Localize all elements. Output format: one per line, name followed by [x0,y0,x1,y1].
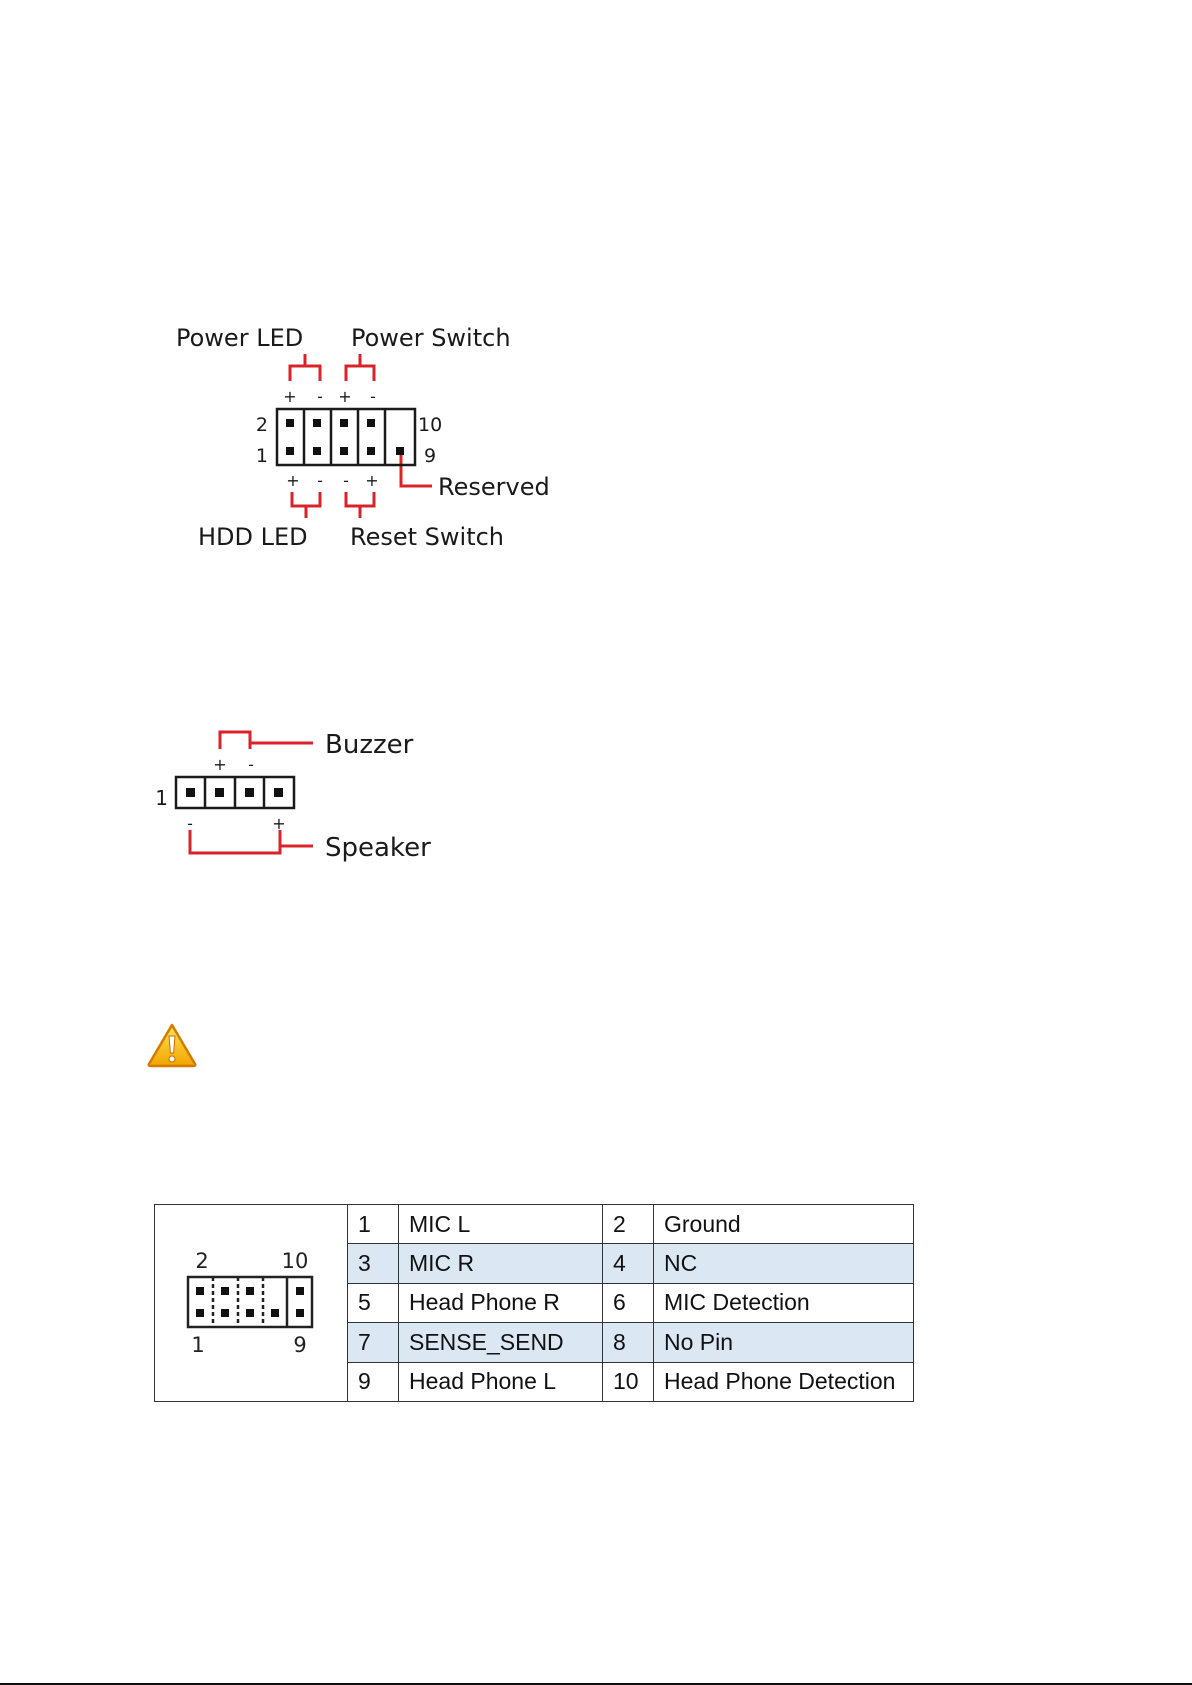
pin-number-10: 10 [281,1249,309,1273]
buzzer-label: Buzzer [325,730,414,760]
signal-cell: No Pin [654,1323,914,1362]
signal-cell: SENSE_SEND [399,1323,603,1362]
signal-cell: Head Phone Detection [654,1362,914,1401]
audio-header-drawing [155,1205,347,1395]
pin-number-10: 10 [418,414,443,436]
signal-cell: Head Phone R [399,1283,603,1322]
pin-cell: 4 [603,1244,654,1283]
pin [245,788,254,797]
pin-number-2: 2 [195,1249,209,1273]
polarity-minus: - [187,814,193,833]
pin-cell: 5 [348,1283,399,1322]
signal-cell: MIC L [399,1205,603,1244]
power-led-label: Power LED [176,324,304,352]
pin-cell: 10 [603,1362,654,1401]
signal-cell: Head Phone L [399,1362,603,1401]
pin-number-1: 1 [155,786,168,810]
signal-cell: NC [654,1244,914,1283]
reserved-label: Reserved [438,473,550,501]
signal-cell: MIC Detection [654,1283,914,1322]
power-switch-label: Power Switch [351,324,511,352]
polarity-plus: + [338,387,352,406]
pin-cell: 2 [603,1205,654,1244]
audio-header-illustration [155,1205,348,1402]
pin-cell: 9 [348,1362,399,1401]
buzzer-bracket [220,732,313,749]
pin-cell: 1 [348,1205,399,1244]
pin-number-1: 1 [191,1333,205,1357]
audio-header-block [154,1204,914,1394]
pin-number-1: 1 [255,445,268,467]
polarity-plus: + [286,471,300,490]
table-row [155,1205,914,1244]
pin-cell: 3 [348,1244,399,1283]
reset-switch-label: Reset Switch [350,523,505,551]
signal-cell: Ground [654,1205,914,1244]
polarity-plus: + [272,814,286,833]
polarity-plus: + [213,755,227,774]
polarity-minus: - [317,471,323,490]
hdd-led-label: HDD LED [198,523,308,551]
pin [186,788,195,797]
pin-cell: 6 [603,1283,654,1322]
pin-number-2: 2 [255,414,268,436]
speaker-label: Speaker [325,833,431,863]
polarity-minus: - [370,387,376,406]
pin-cell: 8 [603,1323,654,1362]
polarity-minus: - [248,755,254,774]
pin-cell: 7 [348,1323,399,1362]
pin-number-9: 9 [293,1333,307,1357]
pin [215,788,224,797]
polarity-minus: - [343,471,349,490]
polarity-plus: + [365,471,379,490]
warning-icon [146,1022,198,1068]
pin [274,788,283,797]
speaker-bracket [190,830,313,853]
signal-cell: MIC R [399,1244,603,1283]
polarity-plus: + [283,387,297,406]
polarity-minus: - [317,387,323,406]
pin-number-9: 9 [424,445,437,467]
audio-pinout-table [154,1204,914,1402]
